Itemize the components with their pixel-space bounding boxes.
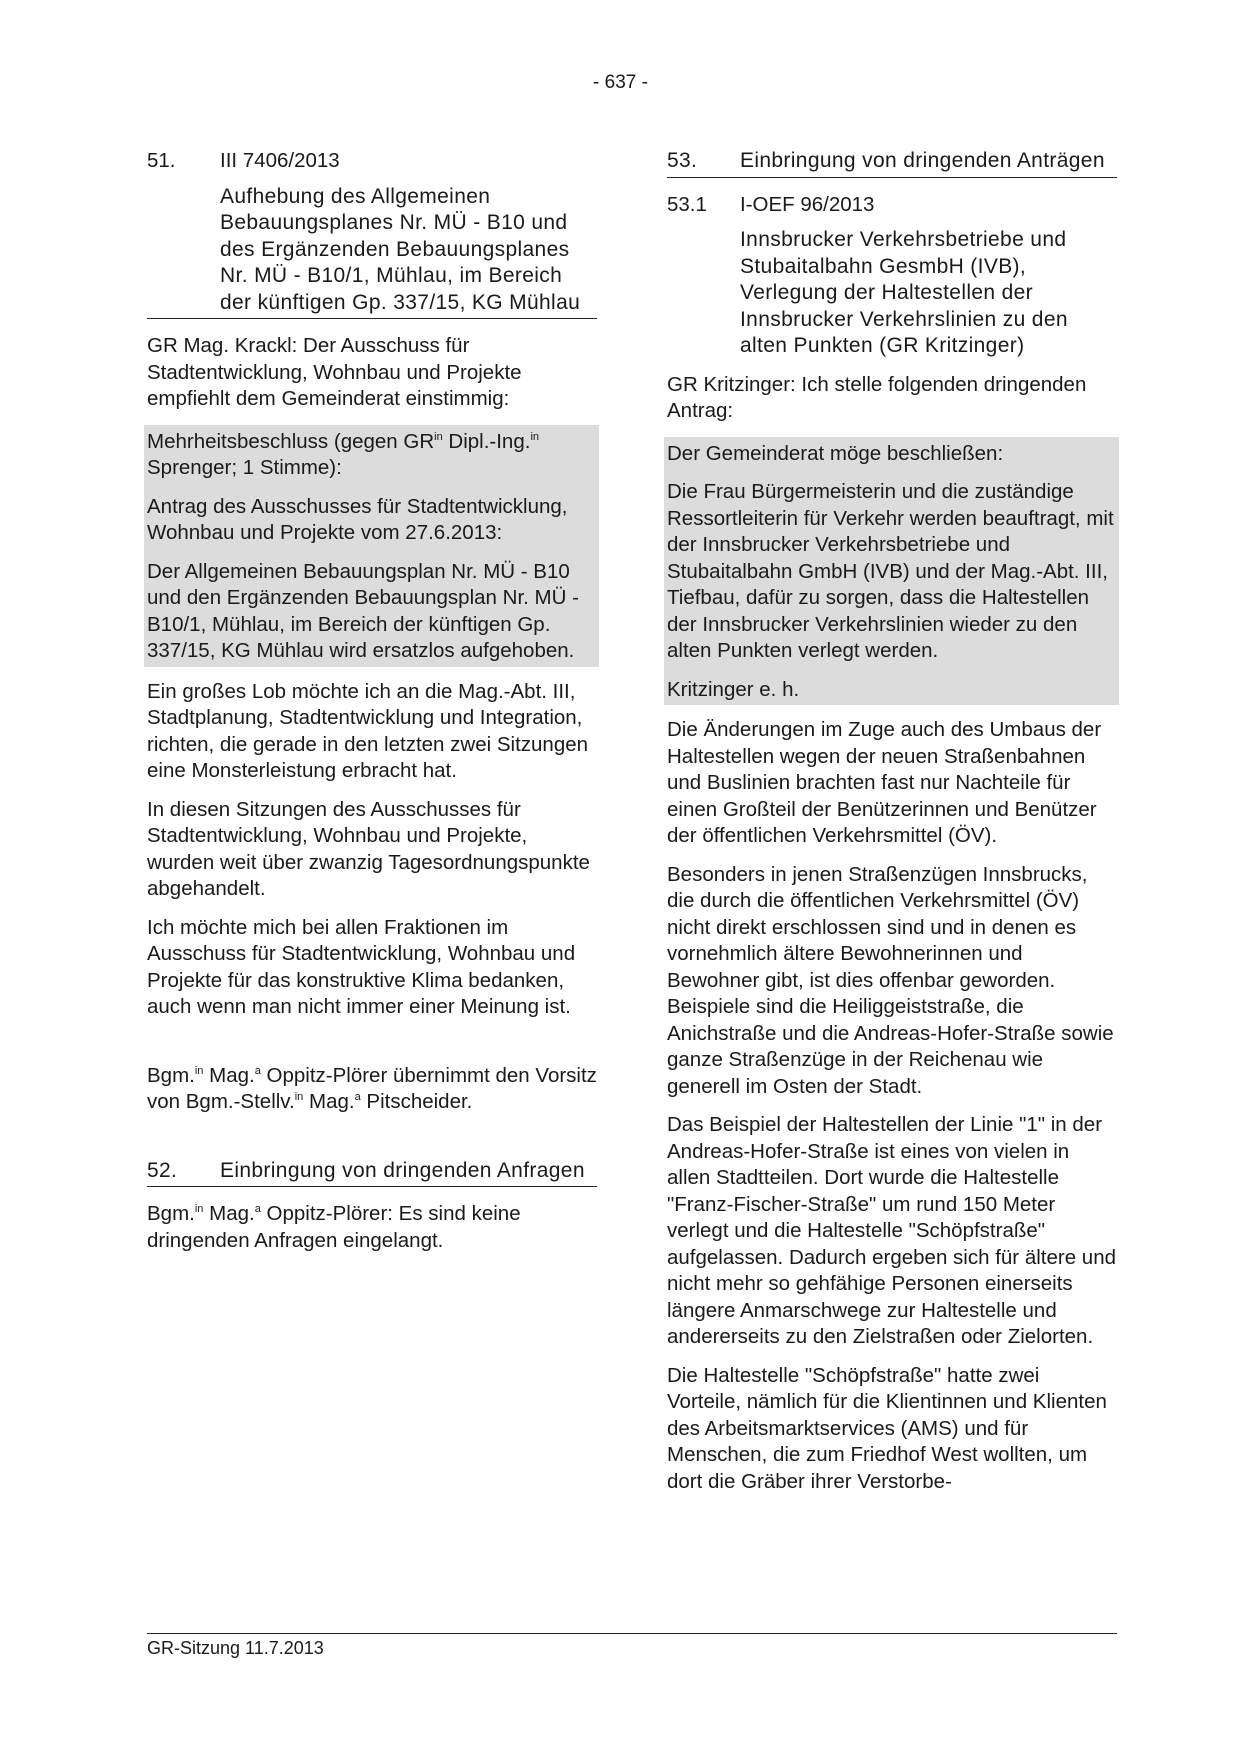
item-53-1-title: Innsbrucker Verkehrsbetriebe und Stubaitalbahn GesmbH (IVB), Verlegung der Haltestellen der Innsbrucker Verkehrslinien zu den alten Punkten (GR Kritzinger) <box>740 228 1068 357</box>
streets-paragraph: Besonders in jenen Straßenzügen Innsbrucks, die durch die öffentlichen Verkehrsmittel (ÖV) nicht direkt erschlossen sind und in denen es vornehmlich ältere Bewohnerinnen und Bewohner gibt, ist dies offenbar geworden. Beispiele sind die Heiliggeiststraße, die Anichstraße und die Andreas-Hofer-Straße sowie ganze Straßenzüge in der Reichenau wie generell im Osten der Stadt. <box>667 862 1114 1098</box>
chair-handover: Bgm.$^{in}$ Mag.$^a$ Oppitz-Plörer übernimmt den Vorsitz von Bgm.-Stellv.$^{in}$ Mag.$^a$ Pitscheider. <box>147 1063 597 1113</box>
right-column <box>667 148 1117 1495</box>
item-53-header <box>667 148 1117 178</box>
item-51-title: Aufhebung des Allgemeinen Bebauungsplanes Nr. MÜ - B10 und des Ergänzenden Bebauungsplanes Nr. MÜ - B10/1, Mühlau, im Bereich der künftigen Gp. 337/15, KG Mühlau <box>147 184 597 320</box>
item-52-header <box>147 1158 597 1188</box>
thanks-paragraph: Ich möchte mich bei allen Fraktionen im Ausschuss für Stadtentwicklung, Wohnbau und Projekte für das konstruktive Klima bedanken, auch wenn man nicht immer einer Meinung ist. <box>147 915 576 1018</box>
item-53-title: Einbringung von dringenden Anträgen <box>740 149 1105 172</box>
motion-signature: Kritzinger e. h. <box>667 677 800 701</box>
page-number: - 637 - <box>593 72 648 93</box>
item-52-text: Bgm.$^{in}$ Mag.$^a$ Oppitz-Plörer: Es sind keine dringenden Anfragen eingelangt. <box>147 1202 521 1252</box>
item-51-reference: III 7406/2013 <box>220 149 340 172</box>
changes-paragraph: Die Änderungen im Zuge auch des Umbaus der Haltestellen wegen der neuen Straßenbahnen und Buslinien brachten fast nur Nachteile für einen Großteil der Benützerinnen und Benützer der öffentlichen Verkehrsmittel (ÖV). <box>667 718 1102 847</box>
item-53-1-number: 53.1 <box>667 192 707 216</box>
item-52-title: Einbringung von dringenden Anfragen <box>220 1158 585 1182</box>
schoepfstrasse-paragraph: Die Haltestelle "Schöpfstraße" hatte zwei Vorteile, nämlich für die Klientinnen und Klienten des Arbeitsmarktservices (AMS) und für Menschen, die zum Friedhof West wollten, um dort die Gräber ihrer Verstorbe- <box>667 1363 1107 1493</box>
footer: GR-Sitzung 11.7.2013 <box>147 1633 1117 1659</box>
item-51-number: 51. <box>147 149 176 172</box>
motion-box <box>664 437 1119 706</box>
item-51-header <box>147 148 597 319</box>
item-52-number: 52. <box>147 1158 178 1182</box>
kritzinger-intro: GR Kritzinger: Ich stelle folgenden dringenden Antrag: <box>667 372 1087 422</box>
item-53-1-reference: I-OEF 96/2013 <box>740 192 875 216</box>
motion-lead: Der Gemeinderat möge beschließen: <box>667 441 1004 465</box>
motion-text: Die Frau Bürgermeisterin und die zuständige Ressortleiterin für Verkehr werden beauftragt, mit der Innsbrucker Verkehrsbetriebe und Stubaitalbahn GmbH (IVB) und der Mag.-Abt. III, Tiefbau, dafür zu sorgen, dass die Haltestellen der Innsbrucker Verkehrslinien wieder zu den alten Punkten verlegt werden. <box>667 480 1114 662</box>
left-column <box>147 148 597 1254</box>
resolution-text: Der Allgemeinen Bebauungsplan Nr. MÜ - B10 und den Ergänzenden Bebauungsplan Nr. MÜ - B10/1, Mühlau, im Bereich der künftigen Gp. 337/15, KG Mühlau wird ersatzlos aufgehoben. <box>147 559 579 662</box>
line-1-paragraph: Das Beispiel der Haltestellen der Linie "1" in der Andreas-Hofer-Straße ist eines von vielen in allen Stadtteilen. Dort wurde die Haltestelle "Franz-Fischer-Straße" um rund 150 Meter verlegt und die Haltestelle "Schöpfstraße" aufgelassen. Dadurch ergeben sich für ältere und nicht mehr so gehfähige Personen einerseits längere Anmarschwege zur Haltestelle und andererseits zu den Zielstraßen oder Zielorten. <box>667 1113 1117 1348</box>
item-53-number: 53. <box>667 149 698 172</box>
resolution-box <box>144 425 599 667</box>
majority-resolution: Mehrheitsbeschluss (gegen $GR^{in}$ Dipl.-Ing.$^{in}$ Sprenger; 1 Stimme): <box>147 429 539 479</box>
committee-motion: Antrag des Ausschusses für Stadtentwicklung, Wohnbau und Projekte vom 27.6.2013: <box>147 494 568 544</box>
krackl-intro: GR Mag. Krackl: Der Ausschuss für Stadtentwicklung, Wohnbau und Projekte empfiehlt dem Gemeinderat einstimmig: <box>147 334 522 410</box>
praise-paragraph: Ein großes Lob möchte ich an die Mag.-Abt. III, Stadtplanung, Stadtentwicklung und Integration, richten, die gerade in den letzten zwei Sitzungen eine Monsterleistung erbracht hat. <box>147 679 589 782</box>
item-53-1-header <box>667 192 1117 360</box>
sessions-paragraph: In diesen Sitzungen des Ausschusses für Stadtentwicklung, Wohnbau und Projekte, wurden weit über zwanzig Tagesordnungspunkte abgehandelt. <box>147 797 590 900</box>
